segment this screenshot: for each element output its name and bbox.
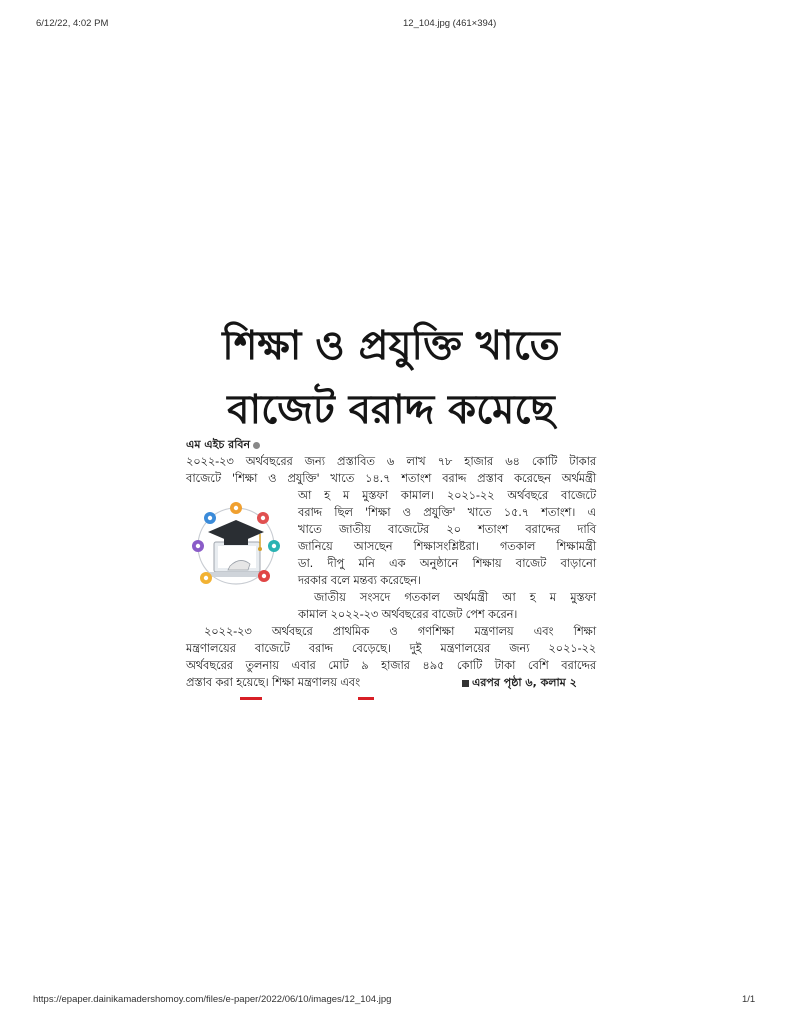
education-technology-graphic: [186, 498, 286, 598]
body-line: জানিয়ে আসছেন শিক্ষাসংশ্লিষ্টরা। গতকাল শিক্ষামন্ত্রী: [298, 539, 596, 553]
body-line: জাতীয় সংসদে গতকাল অর্থমন্ত্রী আ হ ম মুস্তফা: [314, 590, 596, 604]
body-line: ২০২২-২৩ অর্থবছরে প্রাথমিক ও গণশিক্ষা মন্ত্রণালয় এবং শিক্ষা: [204, 624, 596, 638]
print-page-number: 1/1: [742, 994, 756, 1005]
body-line: কামাল ২০২২-২৩ অর্থবছরের বাজেট পেশ করেন।: [298, 607, 518, 621]
continuation-text: এরপর পৃষ্ঠা ৬, কলাম ২: [472, 676, 577, 689]
body-line: খাতে জাতীয় বাজেটের ২০ শতাংশ বরাদ্দের দাবি: [298, 522, 596, 536]
byline-name: এম এইচ রবিন: [186, 438, 251, 451]
body-line: অর্থবছরের তুলনায় এবার মোট ৯ হাজার ৪৯৫ কোটি টাকা বেশি বরাদ্দের: [186, 658, 596, 672]
body-line: প্রস্তাব করা হয়েছে। শিক্ষা মন্ত্রণালয় এবং: [186, 675, 360, 689]
byline-bullet-icon: [253, 442, 260, 449]
body-line: মন্ত্রণালয়ের বাজেটে বরাদ্দ বেড়েছে। দুই মন্ত্রণালয়ের জন্য ২০২১-২২: [186, 641, 596, 655]
body-line: বরাদ্দ ছিল 'শিক্ষা ও প্রযুক্তি' খাতে ১৫.৭ শতাংশ। এ: [298, 505, 596, 519]
body-line: বাজেটে 'শিক্ষা ও প্রযুক্তি' খাতে ১৪.৭ শতাংশ বরাদ্দ প্রস্তাব করেছেন অর্থমন্ত্রী: [186, 471, 596, 485]
byline: [186, 436, 260, 455]
body-line: আ হ ম মুস্তফা কামাল। ২০২১-২২ অর্থবছরে বাজেটে: [298, 488, 596, 502]
headline-line-1: শিক্ষা ও প্রযুক্তি খাতে: [222, 323, 560, 369]
body-line: দরকার বলে মন্তব্য করেছেন।: [298, 573, 421, 587]
headline-line-2: বাজেট বরাদ্দ কমেছে: [227, 387, 555, 433]
body-line: ডা. দীপু মনি এক অনুষ্ঠানে শিক্ষায় বাজেট বাড়ানো: [298, 556, 596, 570]
square-bullet-icon: [462, 680, 469, 687]
continuation-reference: [462, 674, 577, 693]
cropped-next-headline-fragment: [226, 696, 386, 704]
print-file-title: 12_104.jpg (461×394): [403, 18, 497, 29]
body-line: ২০২২-২৩ অর্থবছরের জন্য প্রস্তাবিত ৬ লাখ ৭৮ হাজার ৬৪ কোটি টাকার: [186, 454, 596, 468]
print-source-url: https://epaper.dainikamadershomoy.com/files/e-paper/2022/06/10/images/12_104.jpg: [33, 994, 392, 1005]
print-datetime: 6/12/22, 4:02 PM: [36, 18, 109, 29]
